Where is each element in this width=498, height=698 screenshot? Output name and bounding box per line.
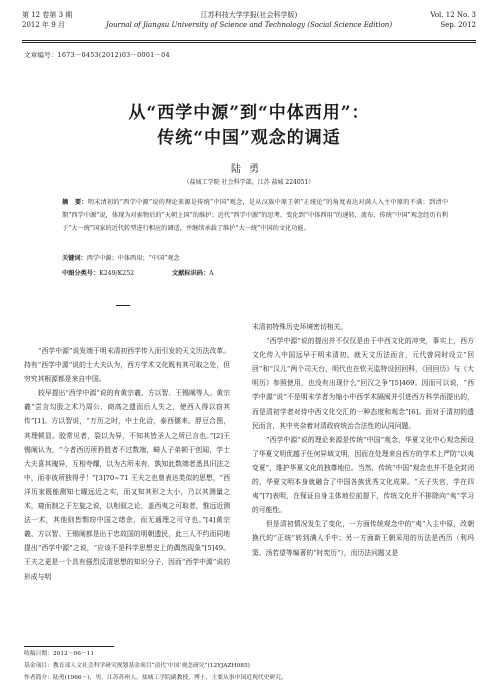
header-rule-thin bbox=[22, 42, 476, 43]
abstract bbox=[62, 196, 448, 235]
doc-code-label: 文献标识码： bbox=[172, 270, 210, 277]
article-number: 文章编号：1673－0453(2012)03－0001－04 bbox=[24, 51, 170, 59]
clc-label: 中图分类号： bbox=[62, 270, 100, 277]
journal-volume: 第 12 卷第 3 期 2012 年 9 月 bbox=[22, 11, 73, 29]
journal-name: 江苏科技大学学报(社会科学版) Journal of Jiangsu University of Science and Technology (Social Science Edition) bbox=[105, 11, 393, 29]
body-left-column bbox=[24, 344, 230, 584]
paragraph: “西学中源”说的提出并不仅仅是由于中西文化的冲突，事实上，西方文化传入中国远早于明末清初。就天文历法而言，元代曾同时设立“回回”和“汉儿”两个司天台，明代也在钦天监特设回回科，《回回历》与《大明历》参照使用，也没有出现什么“回汉之争”[5]469。因而可以说，“西学中源”说“不是明末学者为缩小中西学术隔阂并引进西方科学而提出的，而是清初学者对待中西文化交汇的一种态度和观念”[6]。而对于清初的遗民而言，其中夹杂着对清政府统治合法性的认同问题。 bbox=[252, 337, 474, 430]
paragraph: 较早提出“西学中源”说的有黄宗羲、方以智、王锡阐等人。黄宗羲“尝言勾股之术乃周公、商高之遗而后人失之，使西人得以窃其传”[1]。方以智说，“万历之时，中土化洽，泰西儒来。脬豆合图，其理顿显。胶常见者，裂以为异，不知其皆圣人之所已言也。”[2]王锡阐认为，“今者西历所矜胜者不过数端，畸人子弟顿于创闻，学士大夫喜其瑰异，互相夸耀，以为古所未有，孰知此数端者悉具旧法之中，而非彼所独得乎！”[3]70~71 王夫之也曾表达类似的思想，“西洋历家既能测知七曜远近之实，而又知其形之大小，乃以其测量之术，窥而制之于左旋之说，以相叙之论，盖西夷之可取者，惟远近测法一术，其他则皆剽窃中国之绪余，而无通理之可守也。”[4]黄宗羲、方以智、王锡阐都是出于忠故国的明朝遗民，此三人不约而同地提出“西学中源”之说，“应该不是科学思想史上的偶然现象”[5]49。王夫之更是一个具有强烈反清思想的知识分子，因而“西学中源”说的形成与明 bbox=[24, 389, 230, 581]
running-header bbox=[22, 8, 476, 38]
keywords bbox=[62, 253, 180, 262]
abstract-label: 摘 要： bbox=[62, 199, 88, 206]
doc-code-value: A bbox=[209, 270, 214, 277]
body-right-column bbox=[252, 320, 474, 560]
keywords-text: 西学中源；中体西用；“中国”观念 bbox=[86, 255, 180, 262]
author-affiliation: （盐城工学院 社会科学部，江苏 盐城 224051） bbox=[183, 179, 315, 186]
author-name: 陆勇 bbox=[231, 164, 267, 175]
paragraph: “西学中源”说发端于明末清初西学传入而引发的天文历法改革。持有“西学中源”说的士大夫认为，西方学术文化既有其可取之处，但穷究其根源都是来自中国。 bbox=[24, 347, 230, 384]
title-line-1: 从“西学中源”到“中体西用”： bbox=[128, 103, 370, 123]
journal-issue: Vol. 12 No. 3 Sep. 2012 bbox=[430, 11, 476, 29]
abstract-text: 明末清初的“西学中源”说的理论来源是传统“中国”观念，是从汉族中原王朝“正统论”的角度表达对满人入主中原的不满；到清中期“西学中源”说，体现为对索物后的“天朝上国”的维护；近代“西学中源”的思考、变化到“中体西用”的递转，流布，传统“中国”观念经历有利于“大一统”国家的近代转型进行相应的调适，并继续承载了维护“大一统”中国的文化功能。 bbox=[62, 199, 449, 232]
footnote-rule bbox=[24, 646, 114, 647]
section-dash bbox=[116, 305, 130, 306]
paragraph: “西学中源”说的理论来源是传统“中国”观念，华夏文化中心观念预设了华夏文明优越于任何异域文明，因而在处理来自西方的学术上严防“以夷变夏”，维护华夏文化的独尊地位。当然，传统“中国”观念也并不是全封闭的，华夏文明本身就融合了中国各族优秀文化成果。“天子失官，学在四夷”[7]表明，在保证自身主体地位前提下，传统文化并不排除向“夷”学习的可能性。 bbox=[252, 435, 474, 515]
footnote-received: 收稿日期：2012－06－11 bbox=[24, 651, 95, 657]
paragraph: 末清初特殊历史环境密切相关。 bbox=[252, 323, 348, 331]
keywords-label: 关键词： bbox=[62, 255, 87, 262]
title-line-2: 传统“中国”观念的调适 bbox=[157, 128, 341, 148]
footnote-fund: 基金项目：教育部人文社会科学研究规划基金项目“清代‘中国’观念研究”(12YJAZH085) bbox=[24, 663, 250, 669]
paragraph: 但是清初情况发生了变化，一方面传统观念中的“夷”入主中原，改朝换代的“正统”转到满人手中；另一方面新王朝采用的历法是西历（利玛窦、汤若望等编著的“时宪历”），而历法问题又是 bbox=[252, 520, 474, 557]
header-rule bbox=[22, 40, 476, 41]
footnote-bio: 作者简介：陆勇(1966－)，男，江苏苏州人，盐城工学院副教授，博士，主要从事中国近现代史研究。 bbox=[24, 675, 287, 681]
classification bbox=[62, 268, 448, 277]
clc-value: K249/K252 bbox=[99, 270, 135, 277]
